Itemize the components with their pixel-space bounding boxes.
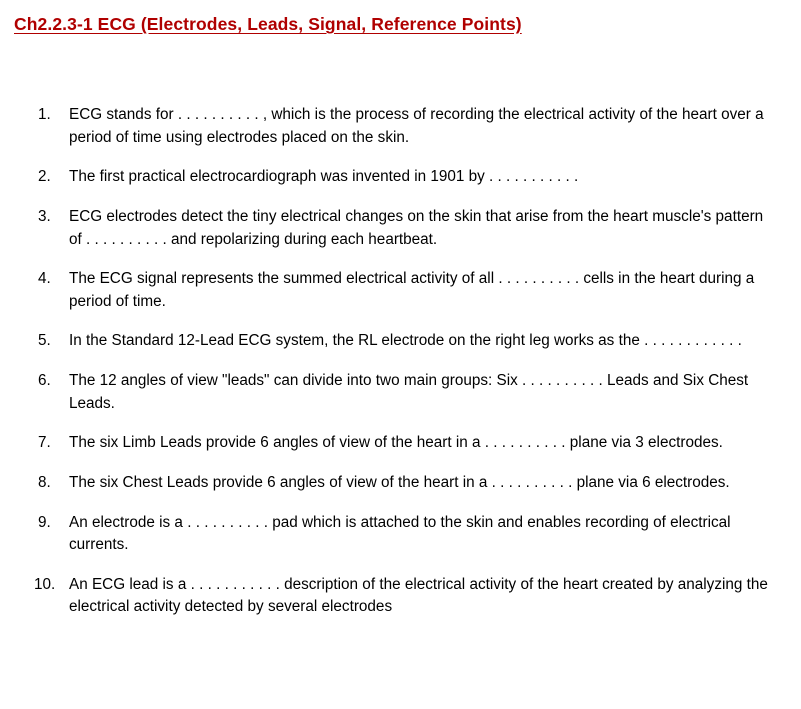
list-item [38, 432, 778, 455]
list-item-number: 10. [34, 575, 56, 593]
list-item-text: The first practical electrocardiograph was invented in 1901 by . . . . . . . . . . . [69, 168, 579, 186]
list-item [38, 268, 778, 313]
list-item-text: An electrode is a . . . . . . . . . . pad which is attached to the skin and enables recording of electrical currents. [69, 513, 731, 554]
list-item [38, 370, 778, 415]
list-item [38, 206, 778, 251]
list-item [38, 512, 778, 557]
list-item-text: The 12 angles of view "leads" can divide into two main groups: Six . . . . . . . . . . Leads and Six Chest Leads. [69, 372, 749, 412]
list-item [34, 574, 778, 619]
list-item [38, 104, 778, 149]
list-item-text: ECG stands for . . . . . . . . . . , which is the process of recording the electrical activity of the heart over a period of time using electrodes placed on the skin. [69, 106, 764, 146]
list-item-text: The ECG signal represents the summed electrical activity of all . . . . . . . . . . cells in the heart during a period of time. [69, 270, 755, 310]
list-item-text: An ECG lead is a . . . . . . . . . . . description of the electrical activity of the heart created by analyzing the electrical activity detected by several electrodes [69, 575, 768, 616]
list-item-number: 8. [38, 473, 51, 491]
list-item [38, 472, 778, 495]
list-item-number: 5. [38, 332, 51, 350]
list-item-number: 7. [38, 434, 51, 452]
list-item-text: The six Chest Leads provide 6 angles of view of the heart in a . . . . . . . . . . plane via 6 electrodes. [69, 473, 730, 491]
list-item-number: 1. [38, 106, 51, 123]
list-item-number: 9. [38, 513, 51, 531]
question-list-container [34, 104, 778, 619]
list-item-number: 2. [38, 168, 51, 186]
list-item-text: The six Limb Leads provide 6 angles of view of the heart in a . . . . . . . . . . plane via 3 electrodes. [69, 434, 723, 452]
list-item [38, 330, 778, 353]
page-title: Ch2.2.3-1 ECG (Electrodes, Leads, Signal, Reference Points) [14, 14, 522, 34]
list-item-number: 4. [38, 270, 51, 288]
list-item-text: In the Standard 12-Lead ECG system, the RL electrode on the right leg works as the . . . . . . . . . . . . [69, 332, 742, 350]
question-list [34, 104, 778, 619]
list-item-number: 6. [38, 372, 51, 389]
list-item-text: ECG electrodes detect the tiny electrical changes on the skin that arise from the heart muscle's pattern of . . . . . . . . . . and repolarizing during each heartbeat. [69, 207, 764, 248]
list-item-number: 3. [38, 207, 51, 225]
list-item [38, 166, 778, 189]
